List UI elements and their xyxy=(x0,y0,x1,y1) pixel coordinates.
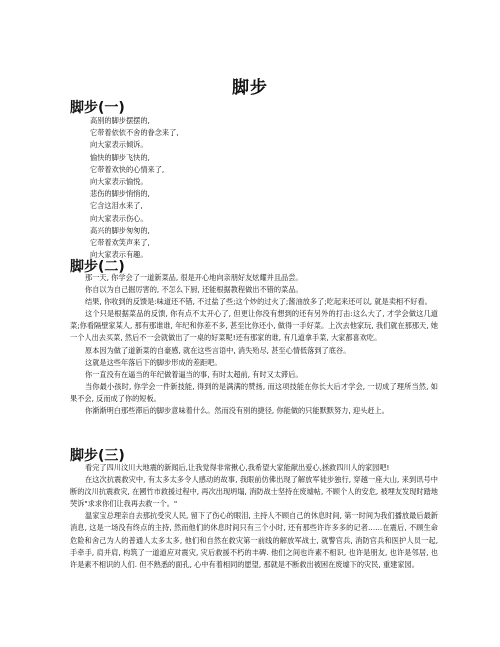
poem-line: 向大家表示倾诉。 xyxy=(90,140,148,150)
section-2-body xyxy=(70,272,438,417)
paragraph: 你一直没有在逼当的年纪做着逼当的事, 有时太超前, 有时又太滞后。 xyxy=(85,369,303,379)
paragraph: 结果, 你收到的反馈是:味道还不错, 不过盐了些;这个炒的过火了;酱油放多了;吃起来还可以, 就是卖相不好看。 xyxy=(85,297,432,307)
poem-line: 悲伤的脚步悄悄的, xyxy=(90,189,150,199)
paragraph: 当你最小孩时, 你学会一件新技能, 得到的是满满的赞扬, 而这项技能在你长大后才学会, 一切成了理所当然, 如果不会, 反而成了你的短板。 xyxy=(70,381,438,403)
poem-line: 愉快的脚步飞快的, xyxy=(90,152,150,162)
poem-line: 它带着欢笑声来了, xyxy=(90,238,150,248)
poem-line: 高别的脚步摆摆的, xyxy=(90,116,150,125)
paragraph: 这就是这些年落后下的脚步形成的差距吧。 xyxy=(85,357,222,367)
paragraph: 温家宝总理亲自去那抗受灾人民, 留下了伤心的眼泪, 主持人不顾自己的休息时间, 第一时间为我们播放最后最新消息, 这是一场没有终点的主持, 然而他们的休息时间只有三个小时, 还有那些许许多多的记者……在震后, 不顾生命危险和舍己为人的普通人太多太多, 他们和自然在救灾第一前线的解放军战士, 就警官兵, 消防官兵和医护人员一起, 手牵手, 肩并肩, 构筑了一道道应对震灾, 灾后救援不朽的丰碑. 他们之间也许素不相识, 也许是朋友, 也许是邻居, 也许是素不相识的人们. 但不熟悉的面孔, 心中有着相同的愿望, 那就是不断救出被困在废墟下的灾民, 重建家园。 xyxy=(70,511,438,569)
section-3-heading: 脚步(三) xyxy=(70,448,125,464)
poem-line: 它带着欢快的心情来了, xyxy=(90,164,165,174)
poem-line: 高兴的脚步匆匆的, xyxy=(90,225,150,235)
paragraph: 原本因为做了道新菜的自豪感, 就在这些言语中, 消失殆尽, 甚至心情低落到了底谷。 xyxy=(85,345,351,355)
paragraph: 那一天, 你学会了一道新菜品, 很是开心地向亲朋好友炫耀并且品尝。 xyxy=(85,273,303,282)
poem-line: 向大家表示愉悦。 xyxy=(90,177,148,187)
poem-line: 它含这泪水来了, xyxy=(90,201,143,211)
poem-line: 它带着依依不舍的眷念来了, xyxy=(90,128,179,138)
section-2-heading: 脚步(二) xyxy=(70,259,125,275)
poem-line: 向大家表示伤心。 xyxy=(90,213,148,223)
paragraph: 在这次抗震救灾中, 有太多太多令人感动的故事, 我眼前仿佛出现了解放军徒步独行, 穿越一座大山, 来到讯号中断的汶川抗震救灾, 在國竹市救援过程中, 再次出现坍塌, 消防战士坚持在废墟帖, 不顾个人的安危, 被埋友发现时踏地哭诉"求求你们让我再去救一个。" xyxy=(70,475,438,509)
section-1-heading: 脚步(一) xyxy=(70,100,125,116)
section-3-body xyxy=(70,462,438,571)
document-title: 脚步 xyxy=(232,78,268,98)
paragraph: 这个只是根据菜品的反馈, 你有点不太开心了, 但更让你没有想到的还有另外的打击:这么大了, 才学会做这几道菜;你看隔壁家某人, 那有那谁谁, 年纪和你差不多, 甚至比你还小, 做得一手好菜。上次去他家玩, 我们就在那那天, 她一个人出去买菜, 然后不一会就做出了一桌的好菜呢!还有那家的谁, 有几道拿手菜, 大家都喜欢吃。 xyxy=(70,309,438,343)
paragraph: 你自以为自己掘厉害的, 不怎么下厨, 还能根据教程做出不错的菜品。 xyxy=(85,285,303,295)
paragraph: 你渐渐明白那些滞后的脚步意味着什么。然而没有别的捷径, 你能做的只能默默努力, 迎头赶上。 xyxy=(85,406,389,416)
section-1-poem xyxy=(90,115,179,261)
paragraph: 看完了四川汶川大地震的新闻后,让我觉得非常揪心,我希望大家能献出爱心,拯救四川人的家园吧! xyxy=(85,463,390,472)
poem-line: 向大家表示有趣。 xyxy=(90,250,148,260)
